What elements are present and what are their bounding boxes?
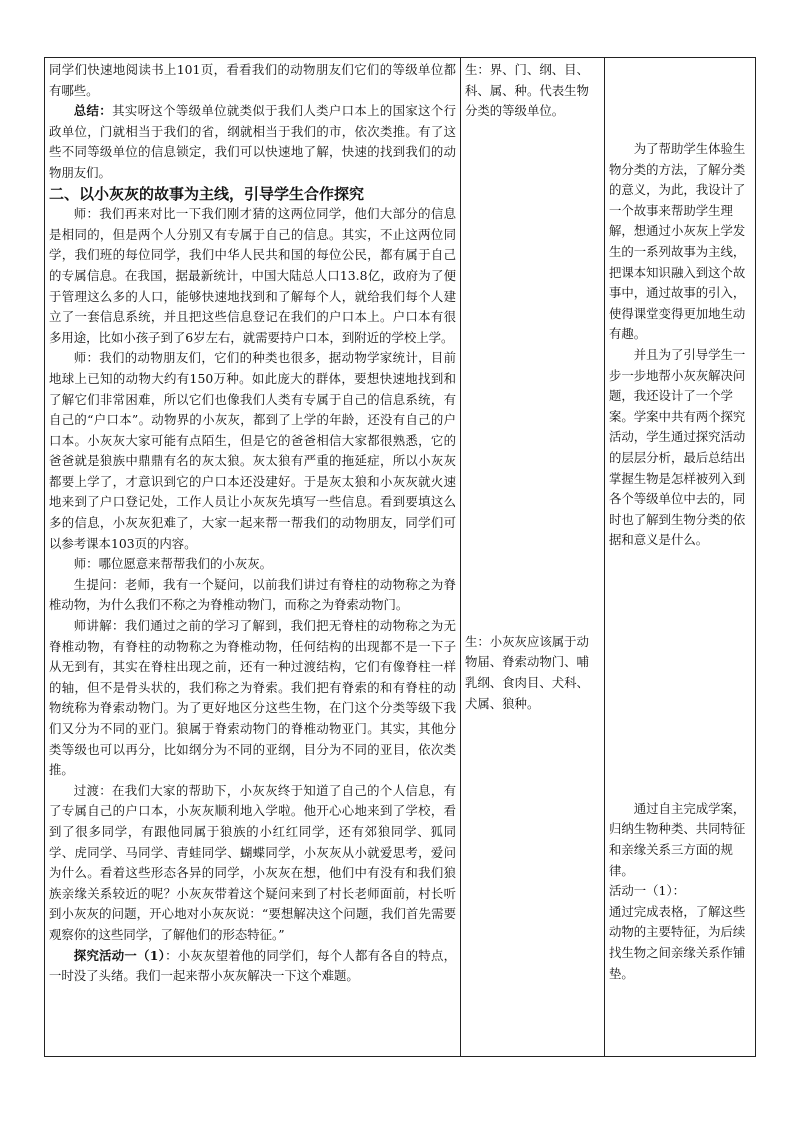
paragraph-activity-one: [49, 946, 456, 987]
note-self-study: 通过自主完成学案，归纳生物种类、共同特征和亲缘关系三方面的规律。: [609, 800, 746, 878]
section-heading: 二、以小灰灰的故事为主线，引导学生合作探究: [49, 184, 365, 203]
paragraph-reading-task: 同学们快速地阅读书上101页，看看我们的动物朋友们它们的等级单位都有哪些。: [49, 62, 456, 98]
activity-one-text: ：小灰灰望着他的同学们，每个人都有各自的特点，一时没了头绪。我们一起来帮小灰灰解决一下这个难题。: [49, 947, 457, 984]
teacher-activity-cell: [45, 58, 461, 1057]
note-story-design: 为了帮助学生体验生物分类的方法，了解分类的意义，为此，我设计了一个故事来帮助学生理解，想通过小灰灰上学发生的一系列故事为主线，把课本知识融入到这个故事中，通过故事的引入，使得课堂变得更加地生动有趣。: [609, 141, 746, 342]
spacer: [609, 551, 751, 799]
note-activity-label: 活动一（1）：: [609, 883, 686, 899]
note-worksheet-design: 并且为了引导学生一步一步地帮小灰灰解决问题，我还设计了一个学案。学案中共有两个探究活动，学生通过探究活动的层层分析，最后总结出掌握生物是怎样被列入到各个等级单位中去的，同时也了解到生物分类的依据和意义是什么。: [609, 346, 746, 548]
student-answer-classification: 生：小灰灰应该属于动物届、脊索动物门、哺乳纲、食肉目、犬科、犬属、狼种。: [465, 633, 589, 711]
spacer: [609, 60, 751, 139]
student-answer-ranks: 生：界、门、纲、目、科、属、种。代表生物分类的等级单位。: [465, 62, 589, 119]
summary-label: 总结：: [73, 103, 113, 119]
activity-one-label: 探究活动一（1）: [73, 947, 166, 963]
paragraph-teacher-explain: 师讲解：我们通过之前的学习了解到，我们把无脊柱的动物称之为无脊椎动物，有脊柱的动物称之为脊椎动物，任何结构的出现都不是一下子从无到有，其实在脊柱出现之前，还有一种过渡结构，它们有像脊柱一样的轴，但不是骨头状的，我们称之为脊索。我们把有脊索的和有脊柱的动物统称为脊索动物门。为了更好地区分这些生物，在门这个分类等级下我们又分为不同的亚门。狼属于脊索动物门的脊椎动物亚门。其实，其他分类等级也可以再分，比如纲分为不同的亚纲，目分为不同的亚目，依次类推。: [49, 618, 456, 778]
paragraph-student-question: 生提问：老师，我有一个疑问，以前我们讲过有脊柱的动物称之为脊椎动物，为什么我们不称之为脊椎动物门，而称之为脊索动物门。: [49, 576, 456, 613]
spacer: [465, 122, 600, 632]
table-row: [45, 58, 756, 1057]
design-intent-cell: [605, 58, 756, 1057]
summary-text: 其实呀这个等级单位就类似于我们人类户口本上的国家这个行政单位，门就相当于我们的省，纲就相当于我们的市，依次类推。有了这些不同等级单位的信息锁定，我们可以快速地了解，快速的找到我们的动物朋友们。: [49, 103, 457, 180]
lesson-plan-table: [44, 57, 756, 1057]
student-activity-cell: [461, 58, 605, 1057]
note-activity-purpose: 通过完成表格，了解这些动物的主要特征，为后续找生物之间亲缘关系作铺垫。: [609, 903, 746, 981]
paragraph-teacher-story: 师：我们的动物朋友们，它们的种类也很多，据动物学家统计，目前地球上已知的动物大约有150万种。如此庞大的群体，要想快速地找到和了解它们非常困难，所以它们也像我们人类有专属于自己的信息系统，有自己的“户口本”。动物界的小灰灰，都到了上学的年龄，还没有自己的户口本。小灰灰大家可能有点陌生，但是它的爸爸相信大家都很熟悉，它的爸爸就是狼族中鼎鼎有名的灰太狼。灰太狼有严重的拖延症，所以小灰灰都要上学了，才意识到它的户口本还没建好。于是灰太狼和小灰灰就火速地来到了户口登记处，工作人员让小灰灰先填写一些信息。看到要填这么多的信息，小灰灰犯难了，大家一起来帮一帮我们的动物朋友，同学们可以参考课本103页的内容。: [49, 350, 456, 551]
paragraph-teacher-intro: 师：我们再来对比一下我们刚才猜的这两位同学，他们大部分的信息是相同的，但是两个人分别又有专属于自己的信息。其实，不止这两位同学，我们班的每位同学，我们中华人民共和国的每位公民，都有属于自己的专属信息。在我国，据最新统计，中国大陆总人口13.8亿，政府为了便于管理这么多的人口，能够快速地找到和了解每个人，就给我们每个人建立了一套信息系统，并且把这些信息登记在我们的户口本上。户口本有很多用途，比如小孩子到了6岁左右，就需要持户口本，到附近的学校上学。: [49, 206, 456, 345]
paragraph-transition: 过渡：在我们大家的帮助下，小灰灰终于知道了自己的个人信息，有了专属自己的户口本，小灰灰顺利地入学啦。他开心心地来到了学校，看到了很多同学，有跟他同属于狼族的小红红同学，还有郊狼同学、狐同学、虎同学、马同学、青蛙同学、蝴蝶同学，小灰灰从小就爱思考，爱问为什么。看着这些形态各异的同学，小灰灰在想，他们中有没有和我们狼族亲缘关系较近的呢？小灰灰带着这个疑问来到了村长老师面前，村长听到小灰灰的问题，开心地对小灰灰说：“要想解决这个问题，我们首先需要观察你的这些同学，了解他们的形态特征。”: [49, 782, 456, 942]
paragraph-teacher-invite: 师：哪位愿意来帮帮我们的小灰灰。: [73, 556, 273, 572]
paragraph-summary: [49, 101, 456, 183]
